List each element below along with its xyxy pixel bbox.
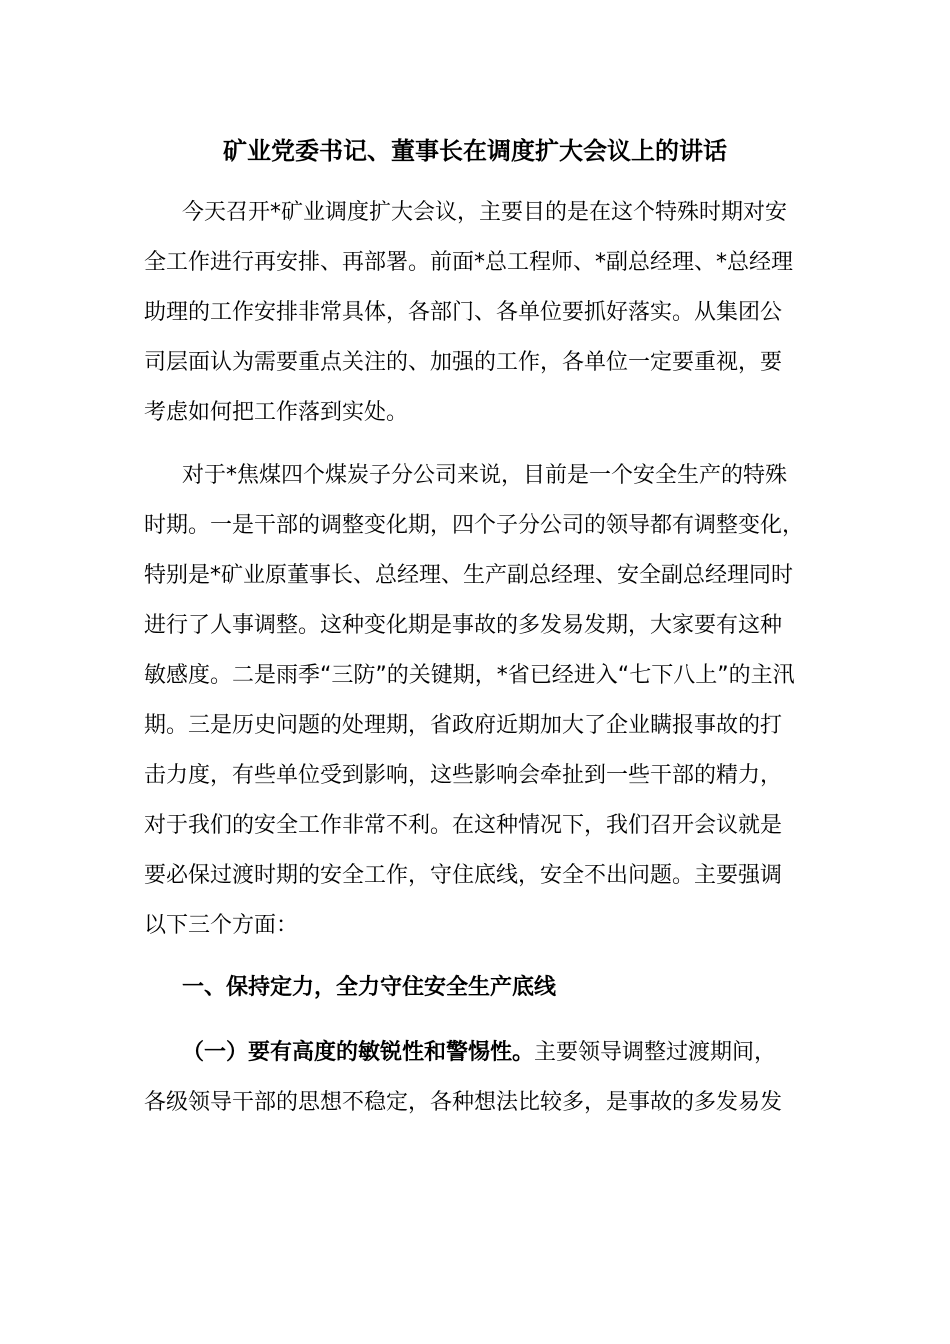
paragraph-line: 击力度，有些单位受到影响，这些影响会牵扯到一些干部的精力， (144, 763, 783, 788)
paragraph-line: 全工作进行再安排、再部署。前面*总工程师、*副总经理、*总经理 (144, 250, 794, 275)
paragraph-line: 要必保过渡时期的安全工作，守住底线，安全不出问题。主要强调 (144, 863, 783, 888)
paragraph-line: 时期。一是干部的调整变化期，四个子分公司的领导都有调整变化， (144, 513, 805, 538)
paragraph-line (144, 1028, 808, 1078)
paragraph-2 (144, 451, 808, 951)
paragraph-1 (144, 188, 808, 438)
paragraph-line: 各级领导干部的思想不稳定，各种想法比较多，是事故的多发易发 (144, 1090, 783, 1115)
paragraph-line: 对于我们的安全工作非常不利。在这种情况下，我们召开会议就是 (144, 813, 783, 838)
paragraph-line: 考虑如何把工作落到实处。 (144, 400, 409, 425)
document-title: 矿业党委书记、董事长在调度扩大会议上的讲话 (223, 137, 727, 165)
section-1-heading: 一、保持定力，全力守住安全生产底线 (182, 975, 557, 1000)
paragraph-line: 期。三是历史问题的处理期，省政府近期加大了企业瞒报事故的打 (144, 713, 783, 738)
paragraph-line: 今天召开*矿业调度扩大会议，主要目的是在这个特殊时期对安 (182, 200, 788, 225)
paragraph-line: 敏感度。二是雨季“三防”的关键期，*省已经进入“七下八上”的主汛 (144, 663, 795, 688)
paragraph-line: 对于*焦煤四个煤炭子分公司来说，目前是一个安全生产的特殊 (182, 463, 788, 488)
paragraph-line: 司层面认为需要重点关注的、加强的工作，各单位一定要重视，要 (144, 350, 783, 375)
paragraph-3 (144, 1028, 808, 1128)
paragraph-line: 进行了人事调整。这种变化期是事故的多发易发期，大家要有这种 (144, 613, 783, 638)
paragraph-line-rest: 主要领导调整过渡期间， (534, 1040, 777, 1065)
paragraph-line: 特别是*矿业原董事长、总经理、生产副总经理、安全副总经理同时 (144, 563, 794, 588)
subsection-1-heading: （一）要有高度的敏锐性和警惕性。 (182, 1040, 535, 1065)
paragraph-line: 以下三个方面： (144, 913, 299, 938)
paragraph-line: 助理的工作安排非常具体，各部门、各单位要抓好落实。从集团公 (144, 300, 783, 325)
